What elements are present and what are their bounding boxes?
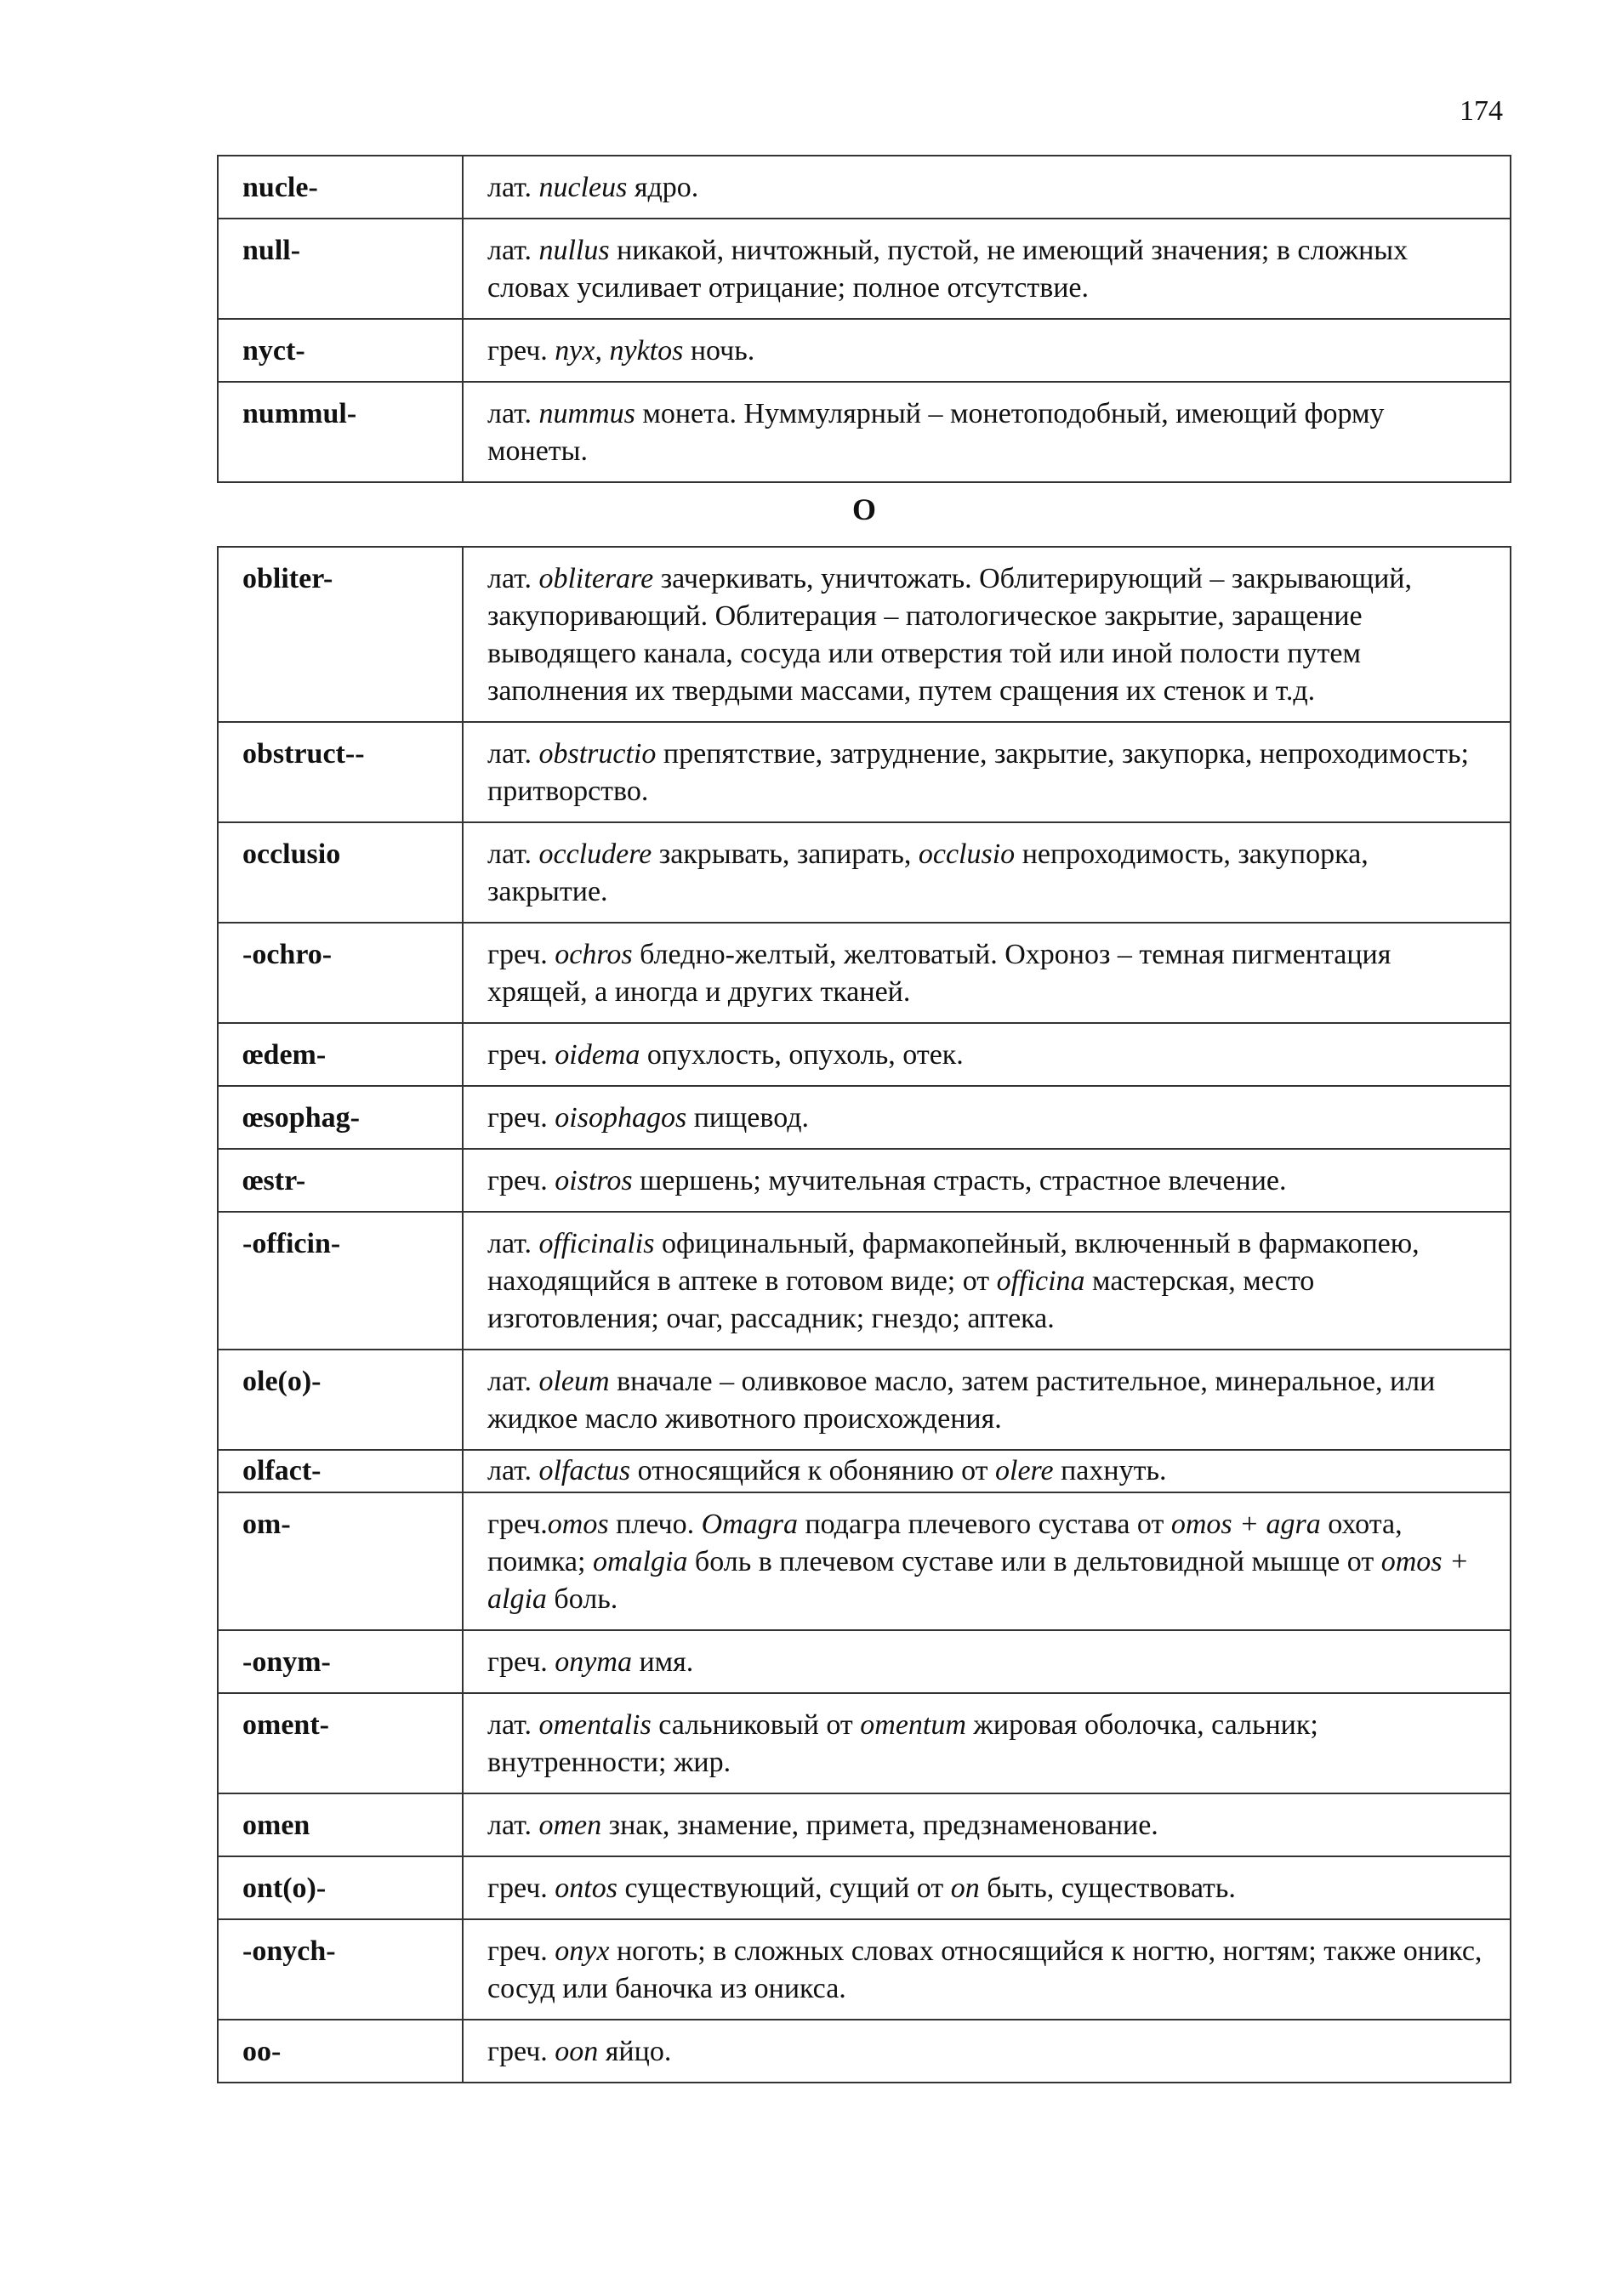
definition-italic-word: oon: [555, 2036, 599, 2067]
definition-text: зачеркивать, уничтожать. Облитерирующий – закрывающий, закупоривающий. Облитерация – патологическое закрытие, заращение выводящего канала, сосуда или отверстия той или иной полости путем заполнения их твердыми массами, путем сращения их стенок и т.д.: [487, 563, 1412, 707]
term-cell: oo-: [218, 2020, 463, 2083]
definition-text: лат.: [487, 1810, 539, 1841]
definition-text: плечо.: [608, 1509, 702, 1540]
table-row: [218, 1856, 1511, 1919]
definition-text: лат.: [487, 1366, 539, 1397]
definition-text: пахнуть.: [1053, 1455, 1167, 1486]
table-row: [218, 1450, 1511, 1492]
definition-text: монета. Нуммулярный – монетоподобный, имеющий форму монеты.: [487, 398, 1385, 467]
definition-text: подагра плечевого сустава от: [797, 1509, 1171, 1540]
definition-text: боль в плечевом суставе или в дельтовидной мышце от: [687, 1546, 1381, 1577]
definition-italic-word: omos + agra: [1170, 1509, 1321, 1540]
definition-italic-word: nucleus: [538, 172, 628, 203]
definition-italic-word: olere: [995, 1455, 1054, 1486]
table-row: [218, 219, 1511, 319]
definition-cell: [463, 1212, 1511, 1350]
definition-italic-word: omos: [547, 1509, 609, 1540]
definition-text: греч.: [487, 335, 555, 367]
section-letter: O: [851, 492, 876, 526]
definition-text: греч.: [487, 939, 555, 970]
definition-italic-word: officina: [996, 1265, 1085, 1297]
definition-italic-word: olfactus: [538, 1455, 631, 1486]
definition-text: относящийся к обонянию от: [630, 1455, 995, 1486]
definition-italic-word: oisophagos: [555, 1102, 687, 1134]
definition-cell: [463, 219, 1511, 319]
definition-text: ночь.: [683, 335, 755, 367]
term-cell: olfact-: [218, 1450, 463, 1492]
definition-text: охота, поимка;: [487, 1509, 1403, 1577]
definition-cell: [463, 156, 1511, 219]
term-cell: oment-: [218, 1693, 463, 1793]
table-row: [218, 156, 1511, 219]
table-row: [218, 923, 1511, 1023]
definition-italic-word: ontos: [555, 1873, 617, 1904]
table-row: [218, 1023, 1511, 1086]
definition-text: мастерская, место изготовления; очаг, рассадник; гнездо; аптека.: [487, 1265, 1315, 1334]
table-row: [218, 1350, 1511, 1450]
definition-italic-word: nummus: [538, 398, 635, 429]
definition-text: лат.: [487, 738, 539, 770]
definition-text: знак, знамение, примета, предзнаменование.: [601, 1810, 1158, 1841]
definition-cell: [463, 722, 1511, 822]
definition-italic-word: nullus: [538, 235, 610, 266]
table-row: [218, 382, 1511, 482]
term-cell: -ochro-: [218, 923, 463, 1023]
term-cell: -onym-: [218, 1630, 463, 1693]
definition-italic-word: omos + algia: [487, 1546, 1469, 1615]
definition-cell: [463, 1149, 1511, 1212]
term-cell: om-: [218, 1492, 463, 1630]
definition-italic-word: obstructio: [538, 738, 657, 770]
definition-italic-word: oidema: [555, 1039, 640, 1071]
table-row: [218, 1630, 1511, 1693]
definition-text: греч.: [487, 1165, 555, 1196]
definition-text: пищевод.: [686, 1102, 810, 1134]
term-cell: occlusio: [218, 822, 463, 923]
term-cell: nyct-: [218, 319, 463, 382]
definition-italic-word: onyma: [555, 1646, 632, 1678]
table-row: [218, 1212, 1511, 1350]
table-row: [218, 822, 1511, 923]
term-cell: ole(o)-: [218, 1350, 463, 1450]
definition-cell: [463, 547, 1511, 722]
definition-cell: [463, 1693, 1511, 1793]
definition-text: боль.: [546, 1583, 618, 1615]
term-cell: null-: [218, 219, 463, 319]
definition-text: яйцо.: [598, 2036, 672, 2067]
definition-text: бледно-желтый, желтоватый. Охроноз – темная пигментация хрящей, а иногда и других тканей.: [487, 939, 1392, 1008]
term-cell: œstr-: [218, 1149, 463, 1212]
definition-cell: [463, 822, 1511, 923]
definition-cell: [463, 1492, 1511, 1630]
definition-cell: [463, 1630, 1511, 1693]
definition-text: непроходимость, закупорка, закрытие.: [487, 838, 1369, 907]
definition-text: закрывать, запирать,: [652, 838, 919, 870]
definition-text: никакой, ничтожный, пустой, не имеющий значения; в сложных словах усиливает отрицание; полное отсутствие.: [487, 235, 1409, 304]
term-cell: -onych-: [218, 1919, 463, 2020]
definition-cell: [463, 1350, 1511, 1450]
term-cell: nummul-: [218, 382, 463, 482]
definition-italic-word: onyx: [555, 1935, 610, 1967]
definition-text: лат.: [487, 1455, 539, 1486]
glossary-table-n: [217, 155, 1511, 483]
definition-italic-word: omentum: [860, 1709, 966, 1741]
definition-text: ноготь; в сложных словах относящийся к ногтю, ногтям; также оникс, сосуд или баночка из оникса.: [487, 1935, 1483, 2004]
table-row: [218, 2020, 1511, 2083]
table-row: [218, 1086, 1511, 1149]
definition-text: существующий, сущий от: [617, 1873, 951, 1904]
definition-text: препятствие, затруднение, закрытие, закупорка, непроходимость; притворство.: [487, 738, 1469, 807]
definition-text: быть, существовать.: [979, 1873, 1236, 1904]
definition-italic-word: omentalis: [538, 1709, 652, 1741]
table-row: [218, 1919, 1511, 2020]
definition-text: лат.: [487, 563, 539, 594]
definition-text: сальниковый от: [651, 1709, 861, 1741]
definition-cell: [463, 1856, 1511, 1919]
definition-text: официнальный, фармакопейный, включенный в фармакопею, находящийся в аптеке в готовом виде; от: [487, 1228, 1420, 1297]
table-row: [218, 547, 1511, 722]
term-cell: œsophag-: [218, 1086, 463, 1149]
term-cell: -officin-: [218, 1212, 463, 1350]
definition-cell: [463, 1919, 1511, 2020]
definition-text: лат.: [487, 398, 539, 429]
table-row: [218, 1693, 1511, 1793]
term-cell: nucle-: [218, 156, 463, 219]
definition-italic-word: on: [950, 1873, 980, 1904]
definition-text: шершень; мучительная страсть, страстное влечение.: [632, 1165, 1287, 1196]
definition-text: лат.: [487, 1709, 539, 1741]
definition-text: греч.: [487, 1646, 555, 1678]
definition-text: лат.: [487, 838, 539, 870]
term-cell: ont(o)-: [218, 1856, 463, 1919]
definition-text: греч.: [487, 1509, 548, 1540]
definition-cell: [463, 1450, 1511, 1492]
glossary-table-o: [217, 546, 1511, 2083]
definition-text: греч.: [487, 1102, 555, 1134]
definition-cell: [463, 2020, 1511, 2083]
term-cell: omen: [218, 1793, 463, 1856]
page-number: 174: [1460, 95, 1503, 127]
table-row: [218, 1149, 1511, 1212]
definition-text: опухлость, опухоль, отек.: [640, 1039, 964, 1071]
definition-text: лат.: [487, 1228, 539, 1259]
table-row: [218, 722, 1511, 822]
definition-cell: [463, 1023, 1511, 1086]
table-row: [218, 1492, 1511, 1630]
definition-cell: [463, 1793, 1511, 1856]
definition-text: лат.: [487, 235, 539, 266]
definition-italic-word: oleum: [538, 1366, 610, 1397]
definition-text: вначале – оливковое масло, затем растительное, минеральное, или жидкое масло животного происхождения.: [487, 1366, 1436, 1435]
definition-text: ядро.: [627, 172, 699, 203]
definition-italic-word: nyx, nyktos: [555, 335, 684, 367]
definition-text: лат.: [487, 172, 539, 203]
definition-text: имя.: [631, 1646, 694, 1678]
term-cell: obliter-: [218, 547, 463, 722]
definition-cell: [463, 382, 1511, 482]
definition-cell: [463, 319, 1511, 382]
definition-italic-word: Omagra: [701, 1509, 798, 1540]
table-row: [218, 319, 1511, 382]
definition-text: жировая оболочка, сальник; внутренности; жир.: [487, 1709, 1318, 1778]
definition-italic-word: officinalis: [538, 1228, 655, 1259]
definition-italic-word: occludere: [538, 838, 652, 870]
definition-italic-word: occlusio: [918, 838, 1016, 870]
table-row: [218, 1793, 1511, 1856]
term-cell: œdem-: [218, 1023, 463, 1086]
definition-italic-word: omalgia: [592, 1546, 688, 1577]
definition-text: греч.: [487, 1039, 555, 1071]
definition-italic-word: ochros: [555, 939, 633, 970]
definition-text: греч.: [487, 1935, 555, 1967]
term-cell: obstruct--: [218, 722, 463, 822]
definition-cell: [463, 1086, 1511, 1149]
definition-cell: [463, 923, 1511, 1023]
definition-italic-word: omen: [538, 1810, 602, 1841]
definition-text: греч.: [487, 2036, 555, 2067]
definition-text: греч.: [487, 1873, 555, 1904]
definition-italic-word: obliterare: [538, 563, 654, 594]
definition-italic-word: oistros: [555, 1165, 633, 1196]
